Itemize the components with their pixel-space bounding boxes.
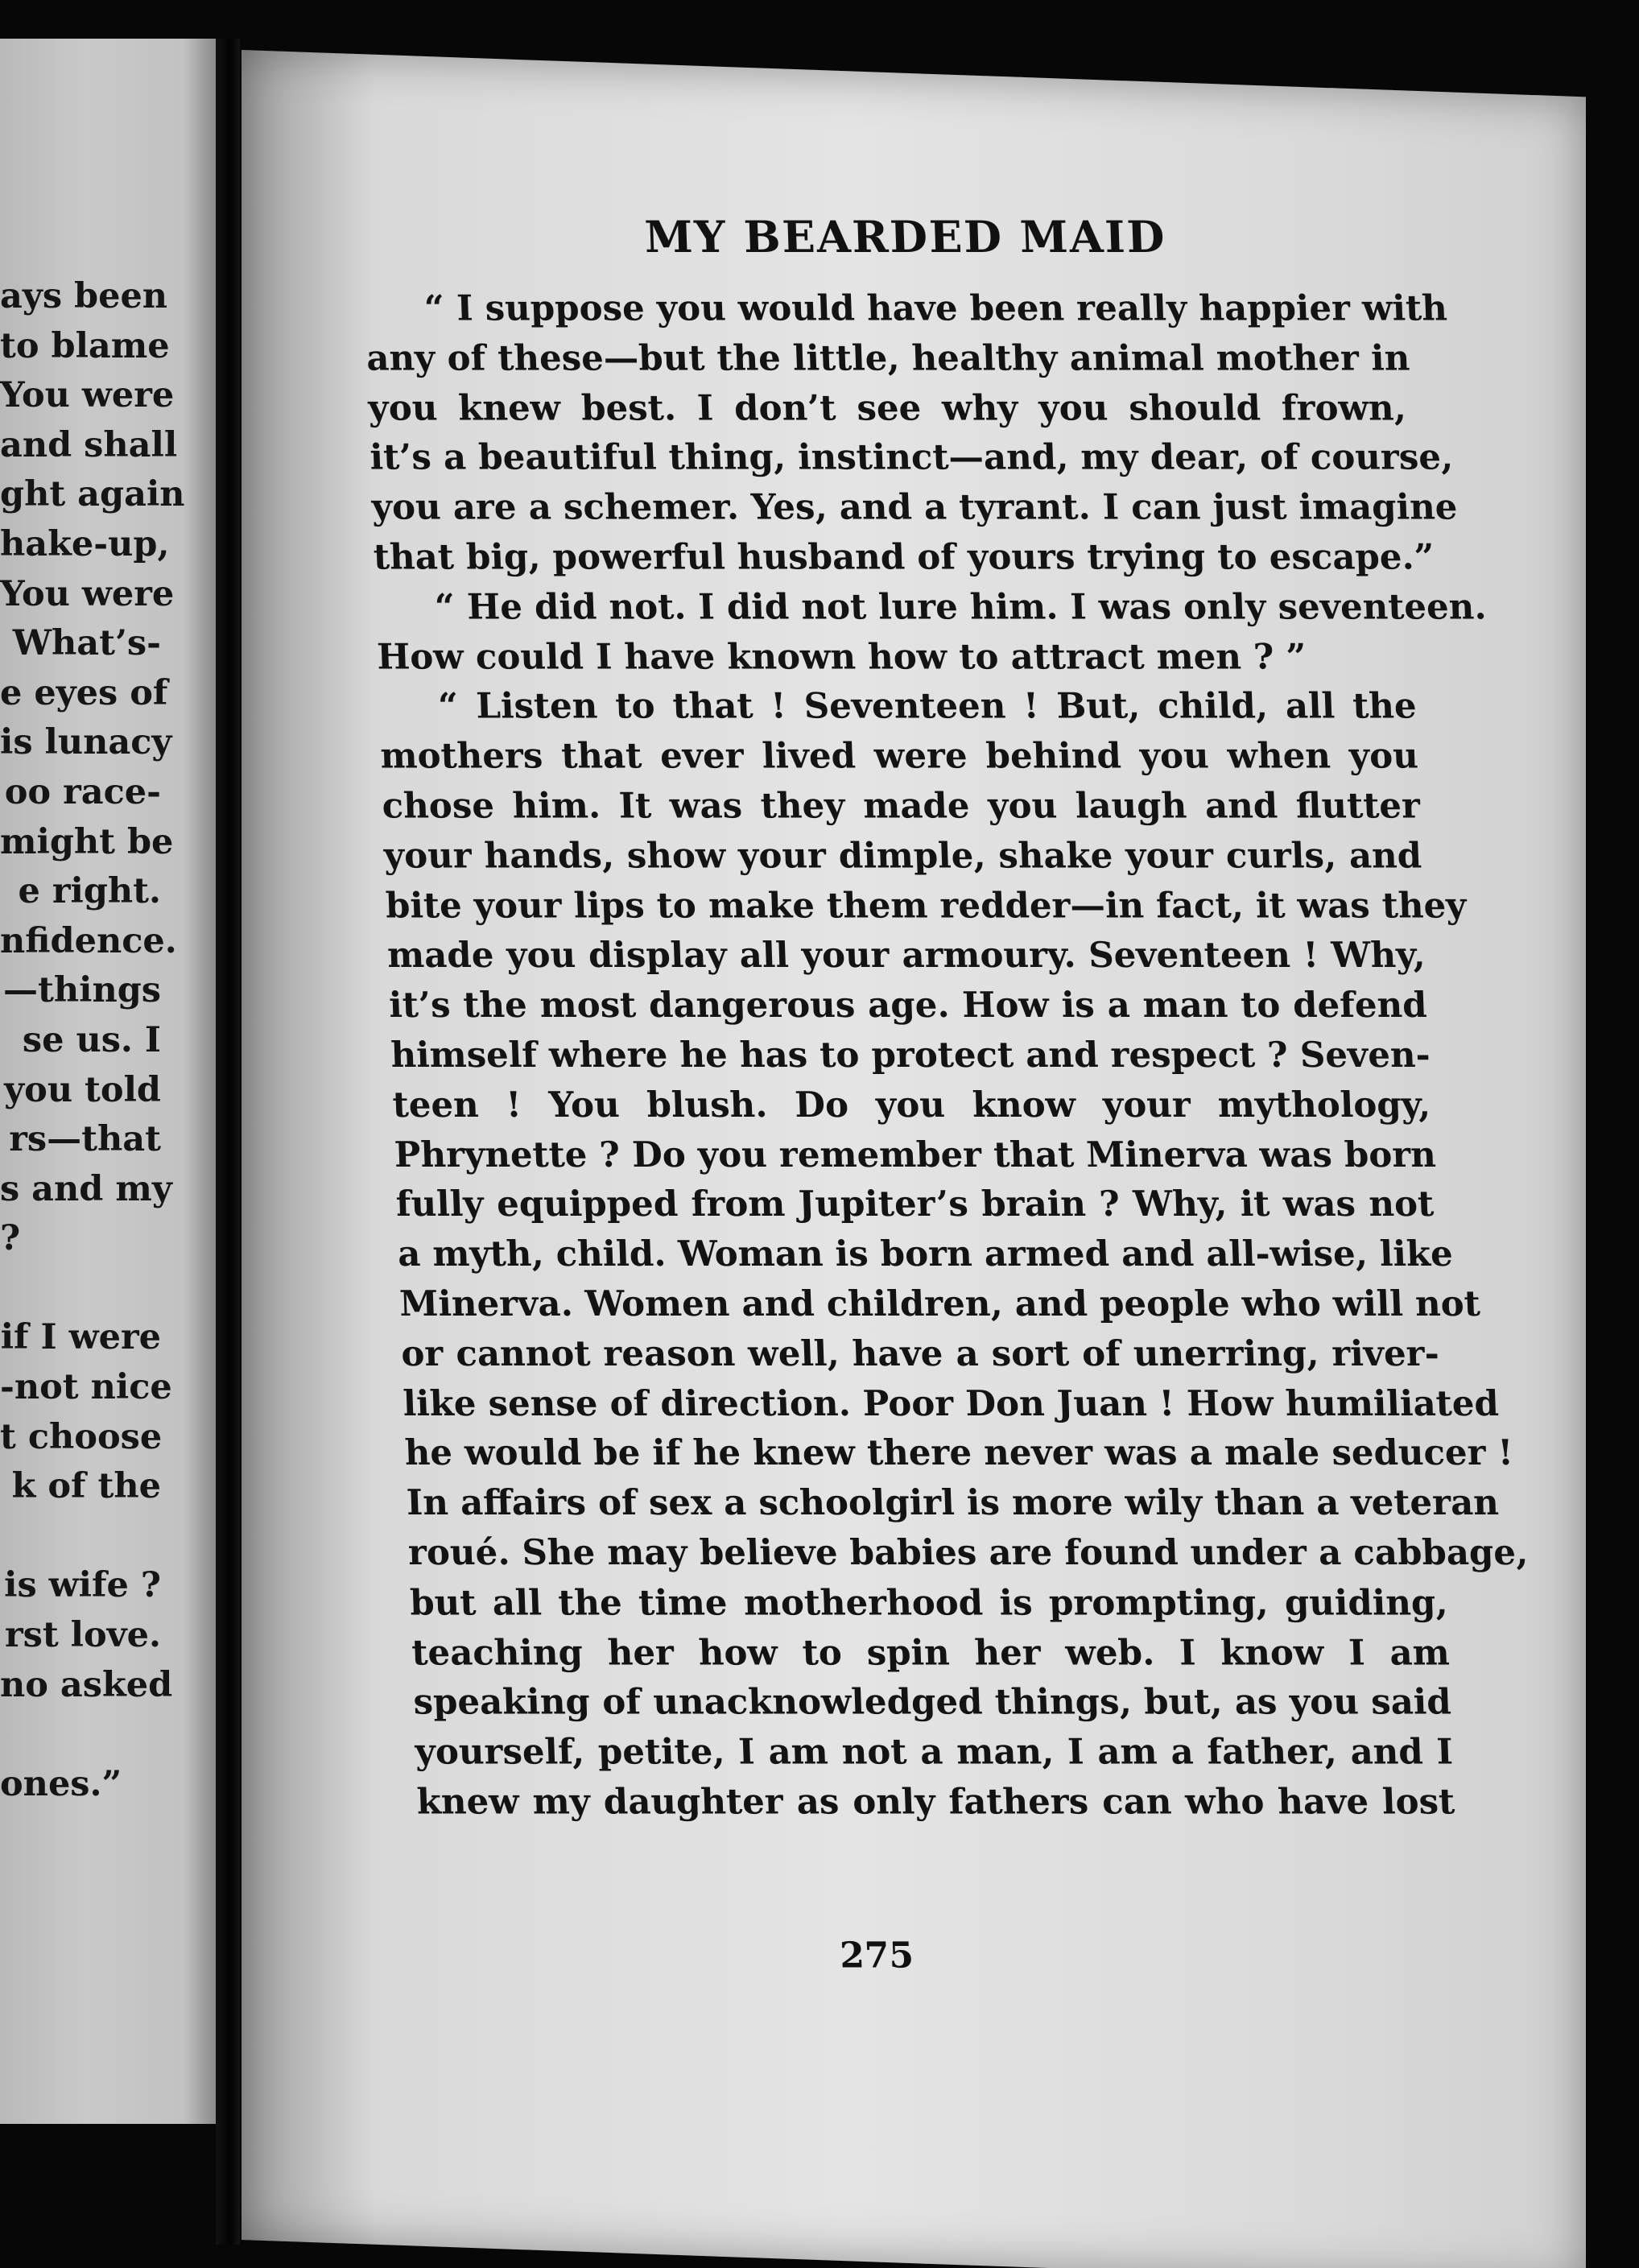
left-page-line: is wife ? — [4, 1565, 161, 1606]
left-page-line: —things — [3, 970, 161, 1011]
left-page-line: What’s- — [12, 623, 161, 664]
left-page-line: and shall — [0, 424, 178, 465]
left-page-line: You were — [0, 573, 175, 614]
left-page-line: if I were — [0, 1317, 161, 1358]
left-page-line: might be — [0, 821, 174, 862]
left-page-line — [0, 1710, 216, 1760]
left-page-line — [0, 1264, 216, 1314]
left-page-line: ? — [0, 1218, 21, 1259]
body-text — [364, 283, 1529, 1827]
left-page-line: is lunacy — [0, 722, 172, 763]
text-line: mothers that ever lived were behind you when you — [379, 735, 1419, 777]
left-page-line: you told — [4, 1069, 161, 1110]
running-head: MY BEARDED MAID — [643, 211, 1167, 263]
text-line: knew my daughter as only fathers can who have lost — [415, 1781, 1455, 1823]
left-page-line: You were — [0, 375, 175, 416]
left-page-line: e right. — [18, 871, 161, 912]
left-page-line: se us. I — [22, 1019, 161, 1060]
left-page-line: s and my — [0, 1168, 172, 1209]
right-page-content — [243, 50, 1639, 2241]
text-line: you are a schemer. Yes, and a tyrant. I can just imagine — [370, 486, 1459, 528]
left-page-line: ones.” — [0, 1763, 122, 1804]
left-page-line: rst love. — [4, 1615, 161, 1656]
left-page-line: hake-up, — [0, 523, 170, 564]
text-line: “ I suppose you would have been really happier with — [423, 287, 1448, 329]
right-page — [242, 50, 1586, 2268]
left-page-line: e eyes of — [0, 672, 168, 713]
text-line: Minerva. Women and children, and people who will not — [398, 1283, 1481, 1324]
left-page-line: -not nice — [0, 1367, 172, 1408]
text-line: a myth, child. Woman is born armed and all-wise, like — [397, 1233, 1454, 1275]
left-page-line: ays been — [0, 276, 168, 316]
text-line: it’s a beautiful thing, instinct—and, my dear, of course, — [369, 436, 1454, 478]
text-line: speaking of unacknowledged things, but, as you said — [412, 1681, 1452, 1723]
book-gutter — [216, 39, 240, 2245]
left-page-line: nfidence. — [0, 920, 177, 961]
text-line: “ He did not. I did not lure him. I was only seventeen. — [434, 586, 1488, 628]
text-line: In affairs of sex a schoolgirl is more wily than a veteran — [405, 1482, 1500, 1524]
left-page-line: k of the — [11, 1466, 161, 1507]
left-facing-page — [0, 39, 216, 2124]
text-line: fully equipped from Jupiter’s brain ? Why, it was not — [395, 1184, 1435, 1225]
text-line: your hands, show your dimple, shake your curls, and — [382, 835, 1422, 877]
text-line: bite your lips to make them redder—in fact, it was they — [385, 885, 1468, 927]
text-line: that big, powerful husband of yours trying to escape.” — [372, 536, 1435, 578]
text-line: you knew best. I don’t see why you should frown, — [367, 386, 1407, 428]
left-page-line: to blame — [0, 325, 170, 366]
text-line: himself where he has to protect and respect ? Seven- — [390, 1034, 1431, 1076]
text-line: teen ! You blush. Do you know your mythology, — [391, 1084, 1431, 1126]
text-line: he would be if he knew there never was a male seducer ! — [403, 1432, 1514, 1474]
text-line: like sense of direction. Poor Don Juan ! How humiliated — [402, 1382, 1500, 1424]
text-line: chose him. It was they made you laugh and flutter — [381, 785, 1421, 827]
left-page-line — [0, 1512, 216, 1562]
left-page-line: t choose — [0, 1416, 163, 1457]
text-line: but all the time motherhood is prompting, guiding, — [409, 1581, 1449, 1623]
text-line: teaching her how to spin her web. I know I am — [411, 1631, 1451, 1673]
text-line: or cannot reason well, have a sort of unerring, river- — [400, 1332, 1440, 1374]
left-page-line: rs—that — [9, 1119, 161, 1160]
left-page-line: no asked — [0, 1664, 173, 1705]
left-page-text — [0, 272, 216, 1809]
left-page-line: oo race- — [4, 771, 161, 812]
text-line: made you display all your armoury. Seventeen ! Why, — [386, 935, 1426, 977]
text-line: “ Listen to that ! Seventeen ! But, child, all the — [437, 685, 1418, 727]
left-page-line: ght again — [0, 474, 185, 515]
page-number: 275 — [839, 1935, 914, 1977]
text-line: any of these—but the little, healthy animal mother in — [365, 337, 1411, 379]
text-line: roué. She may believe babies are found under a cabbage, — [407, 1532, 1529, 1574]
text-line: it’s the most dangerous age. How is a man to defend — [388, 984, 1428, 1026]
text-line: How could I have known how to attract men ? ” — [376, 636, 1307, 678]
text-line: yourself, petite, I am not a man, I am a father, and I — [414, 1731, 1454, 1773]
text-line: Phrynette ? Do you remember that Minerva was born — [393, 1134, 1437, 1175]
